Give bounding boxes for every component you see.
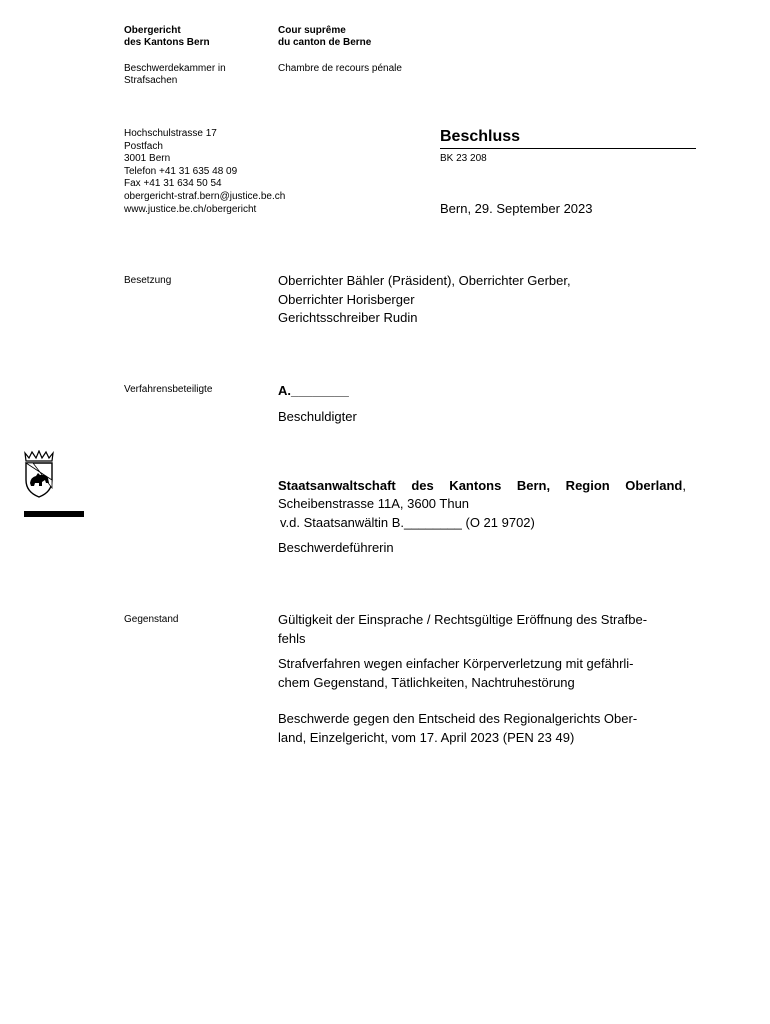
subject-line: chem Gegenstand, Tätlichkeiten, Nachtruhestörung — [278, 674, 575, 690]
decision-reference: BK 23 208 — [440, 153, 487, 164]
chamber-name-de-line2: Strafsachen — [124, 75, 178, 86]
court-name-fr-line1: Cour suprême — [278, 25, 346, 36]
address-pobox: Postfach — [124, 140, 163, 152]
chamber-name-de — [124, 63, 226, 87]
court-name-de-line1: Obergericht — [124, 25, 181, 36]
coat-of-arms-bar — [24, 511, 84, 517]
decision-title: Beschluss — [440, 128, 521, 145]
accused-name: A.________ — [278, 383, 349, 398]
court-name-de — [124, 25, 210, 49]
subject-label: Gegenstand — [124, 614, 179, 625]
parties-label: Verfahrensbeteiligte — [124, 384, 213, 395]
prosecution-role: Beschwerdeführerin — [278, 540, 394, 555]
chamber-name-fr: Chambre de recours pénale — [278, 63, 402, 74]
prosecution-address: Scheibenstrasse 11A, 3600 Thun — [278, 496, 470, 511]
composition-line: Gerichtsschreiber Rudin — [278, 310, 418, 325]
address-fax: Fax +41 31 634 50 54 — [124, 178, 222, 190]
subject-line: land, Einzelgericht, vom 17. April 2023 (PEN 23 49) — [278, 729, 575, 745]
place-date: Bern, 29. September 2023 — [440, 201, 593, 216]
prosecution-name-wrapper — [278, 477, 686, 496]
subject-paragraph-3 — [278, 710, 637, 747]
chamber-name-de-line1: Beschwerdekammer in — [124, 63, 226, 74]
composition-line: Oberrichter Horisberger — [278, 291, 415, 307]
court-name-fr — [278, 25, 371, 49]
court-name-de-line2: des Kantons Bern — [124, 37, 210, 48]
prosecution-name: Staatsanwaltschaft des Kantons Bern, Region Oberland — [278, 478, 683, 493]
composition-members — [278, 272, 571, 328]
address-street: Hochschulstrasse 17 — [124, 128, 217, 139]
subject-line: Beschwerde gegen den Entscheid des Regionalgerichts Ober- — [278, 711, 638, 726]
address-city: 3001 Bern — [124, 153, 171, 165]
subject-line: Strafverfahren wegen einfacher Körperverletzung mit gefährli- — [278, 656, 634, 671]
subject-line: fehls — [278, 630, 306, 646]
address-phone: Telefon +41 31 635 48 09 — [124, 165, 238, 177]
decision-title-wrapper — [440, 128, 696, 149]
court-name-fr-line2: du canton de Berne — [278, 37, 372, 48]
accused-role: Beschuldigter — [278, 409, 357, 424]
subject-paragraph-1 — [278, 611, 647, 648]
subject-line: Gültigkeit der Einsprache / Rechtsgültige Eröffnung des Strafbe- — [278, 612, 648, 627]
address-email-link[interactable]: obergericht-straf.bern@justice.be.ch — [124, 190, 286, 202]
composition-label: Besetzung — [124, 275, 172, 286]
address-website-link[interactable]: www.justice.be.ch/obergericht — [124, 203, 257, 215]
subject-paragraph-2 — [278, 655, 634, 692]
bern-coat-of-arms-icon — [22, 450, 56, 498]
composition-line: Oberrichter Bähler (Präsident), Oberrichter Gerber, — [278, 273, 571, 288]
court-address — [124, 128, 285, 216]
prosecution-representative: v.d. Staatsanwältin B.________ (O 21 9702) — [280, 515, 535, 530]
prosecution-comma: , — [682, 478, 686, 493]
